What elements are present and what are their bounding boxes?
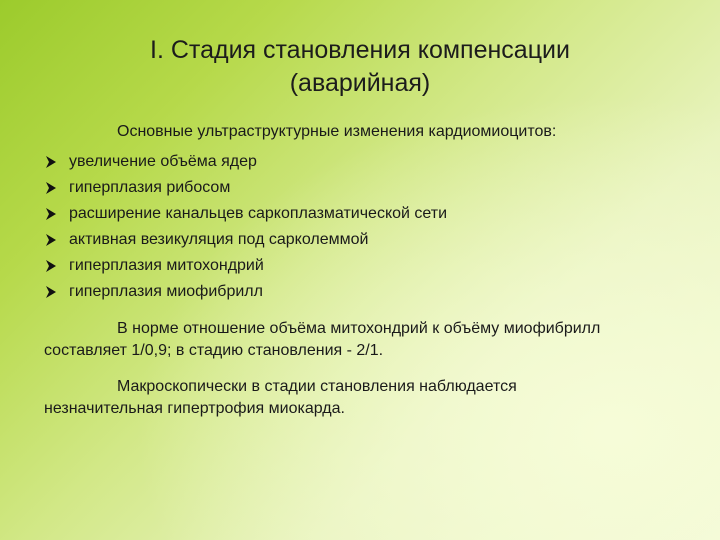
bullet-text: гиперплазия митохондрий bbox=[69, 257, 264, 274]
bullet-text: гиперплазия миофибрилл bbox=[69, 283, 263, 300]
arrow-bullet-icon bbox=[46, 260, 56, 272]
paragraph-line: Макроскопически в стадии становления наблюдается bbox=[117, 378, 517, 395]
bullet-text: гиперплазия рибосом bbox=[69, 179, 231, 196]
paragraph-line: незначительная гипертрофия миокарда. bbox=[44, 400, 345, 417]
arrow-bullet-icon bbox=[46, 208, 56, 220]
bullet-text: активная везикуляция под сарколеммой bbox=[69, 231, 369, 248]
slide-title bbox=[60, 34, 660, 100]
bullet-text: увеличение объёма ядер bbox=[69, 153, 257, 170]
list-item bbox=[46, 279, 447, 305]
arrow-bullet-icon bbox=[46, 234, 56, 246]
list-item bbox=[46, 175, 447, 201]
paragraph-line: составляет 1/0,9; в стадию становления - 2/1. bbox=[44, 342, 384, 359]
title-line-1: I. Стадия становления компенсации bbox=[150, 36, 570, 64]
arrow-bullet-icon bbox=[46, 286, 56, 298]
paragraph-macroscopic bbox=[44, 376, 684, 420]
title-line-2: (аварийная) bbox=[289, 69, 431, 97]
list-item bbox=[46, 149, 447, 175]
paragraph-ratio bbox=[44, 318, 684, 362]
paragraph-line: В норме отношение объёма митохондрий к объёму миофибрилл bbox=[117, 320, 601, 337]
arrow-bullet-icon bbox=[46, 182, 56, 194]
bullet-text: расширение канальцев саркоплазматической сети bbox=[69, 205, 448, 222]
subheading: Основные ультраструктурные изменения кардиомиоцитов: bbox=[117, 123, 557, 140]
arrow-bullet-icon bbox=[46, 156, 56, 168]
bullet-list bbox=[46, 149, 447, 305]
list-item bbox=[46, 253, 447, 279]
list-item bbox=[46, 227, 447, 253]
list-item bbox=[46, 201, 447, 227]
